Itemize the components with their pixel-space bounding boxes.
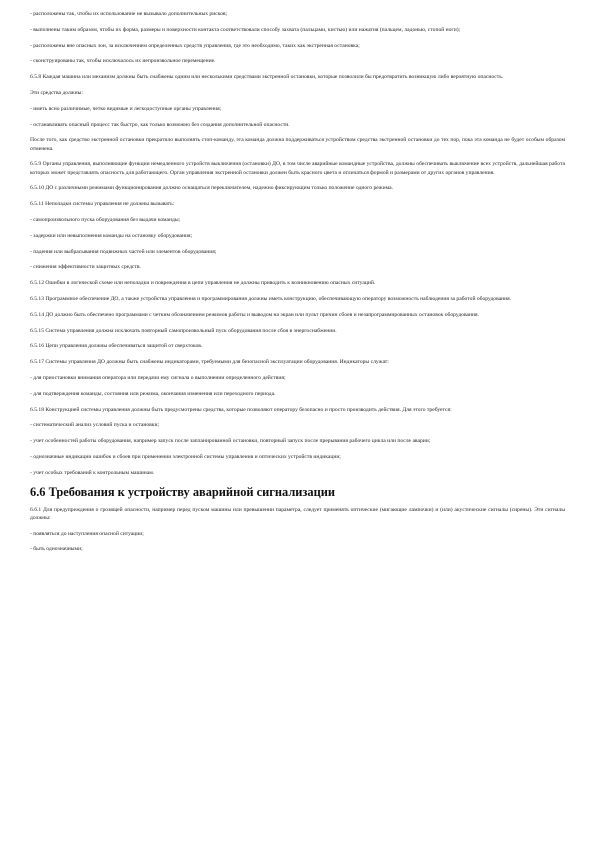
paragraph: - задержки или невыполнения команды на остановку оборудования; bbox=[30, 232, 193, 239]
section-heading: 6.6 Требования к устройству аварийной сигнализации bbox=[30, 484, 336, 499]
paragraph: - снижения эффективности защитных средств. bbox=[30, 264, 141, 271]
paragraph: 6.5.9 Органы управления, выполняющие функции немедленного устройств выключения (остановки) ДО, в том числе аварийные командные устройства, должны обеспечивать выключение всех устройств, дальнейшая работа которых может представлять опасность для работающего. Орган управления экстренной остановки должен быть красного цвета и отличаться формой и размерами от других органов управления. bbox=[30, 161, 565, 176]
paragraph: - самопроизвольного пуска оборудования без выдачи команды; bbox=[30, 216, 181, 223]
paragraph: 6.5.8 Каждая машина или механизм должны быть снабжены одним или несколькими средствами экстренной остановки, которые позволили бы предотвратить возникшую либо вероятную опасность. bbox=[30, 74, 504, 81]
paragraph: - быть однозначными; bbox=[30, 546, 83, 553]
paragraph: - учет особых требований к контрольным машинам. bbox=[30, 469, 155, 476]
paragraph: 6.5.14 ДО должно быть обеспечено программами с четким обозначением режимов работы и выводом на экран или пульт причин сбоев и незапрограммированных остановок оборудования. bbox=[30, 311, 479, 318]
paragraph: 6.5.18 Конструкцией системы управления должны быть предусмотрены средства, которые позволяют оператору безопасно и просто производить действия. Для этого требуется: bbox=[30, 406, 452, 413]
section-6-5-text bbox=[30, 10, 565, 477]
paragraph: 6.5.11 Неполадки системы управления не должны вызывать: bbox=[30, 201, 175, 208]
paragraph: - систематический анализ условий пуска и остановки; bbox=[30, 422, 160, 429]
paragraph: - однозначные индикации ошибок и сбоев при применении электронной системы управления и оптических устройств индикации; bbox=[30, 453, 341, 460]
paragraph: После того, как средство экстренной остановки прекратило выполнять стоп-команду, эта команда должна поддерживаться устройством средства экстренной остановки до тех пор, пока эта команда не будет особым образом отменена. bbox=[30, 137, 565, 152]
paragraph: 6.5.15 Система управления должна исключать повторный самопроизвольный пуск оборудования после сбоя в энергоснабжении. bbox=[30, 327, 337, 334]
paragraph: - учет особенностей работы оборудования, например запуск после запланированной остановки, повторный запуск после прерывания рабочего цикла или после аварии; bbox=[30, 438, 431, 445]
paragraph: 6.5.13 Программное обеспечение ДО, а также устройства управления и программирования должны иметь конструкцию, обеспечивающую оператору возможность наблюдения за работой оборудования. bbox=[30, 295, 512, 302]
paragraph: - появляться до наступления опасной ситуации; bbox=[30, 530, 144, 537]
paragraph: - расположены вне опасных зон, за исключением определенных средств управления, где это необходимо, таких как экстренная остановка; bbox=[30, 42, 360, 49]
paragraph: 6.6.1 Для предупреждения о грозящей опасности, например перед пуском машины или превышении параметра, следует применять оптические (мигающие лампочки) и (или) акустические сигналы (сирены). Эти сигналы должны: bbox=[30, 506, 565, 521]
paragraph: - иметь ясно различимые, четко видимые и легкодоступные органы управления; bbox=[30, 105, 222, 112]
document-page bbox=[30, 10, 565, 561]
section-6-6-text bbox=[30, 506, 565, 554]
paragraph: Эти средства должны: bbox=[30, 89, 83, 96]
paragraph: 6.5.10 ДО с различными режимами функционирования должно оснащаться переключателем, надежно фиксирующим только положение одного режима. bbox=[30, 185, 394, 192]
paragraph: - останавливать опасный процесс так быстро, как только возможно без создания дополнительной опасности. bbox=[30, 121, 290, 128]
paragraph: - падения или выбрасывания подвижных частей или элементов оборудования; bbox=[30, 248, 217, 255]
paragraph: 6.5.17 Системы управления ДО должны быть снабжены индикаторами, требуемыми для безопасной эксплуатации оборудования. Индикаторы служат: bbox=[30, 359, 389, 366]
paragraph: 6.5.12 Ошибки в логической схеме или неполадки и повреждения в цепи управления не должны приводить к возникновению опасных ситуаций. bbox=[30, 280, 376, 287]
paragraph: - сконструированы так, чтобы исключалось их непроизвольное перемещение. bbox=[30, 58, 216, 65]
paragraph: - для приостановки внимания оператора или передачи ему сигнала о выполнении определенного действия; bbox=[30, 374, 286, 381]
paragraph: 6.5.16 Цепи управления должны обеспечиваться защитой от сверхтоков. bbox=[30, 343, 203, 350]
paragraph: - для подтверждения команды, состояния или режима, окончания изменения или переходного периода. bbox=[30, 390, 276, 397]
paragraph: - расположены так, чтобы их использование не вызывало дополнительных рисков; bbox=[30, 11, 228, 17]
paragraph: - выполнены таким образом, чтобы их форма, размеры и поверхности контакта соответствовали способу захвата (пальцами, кистью) или нажатия (пальцем, ладонью, стопой ноги); bbox=[30, 26, 461, 33]
